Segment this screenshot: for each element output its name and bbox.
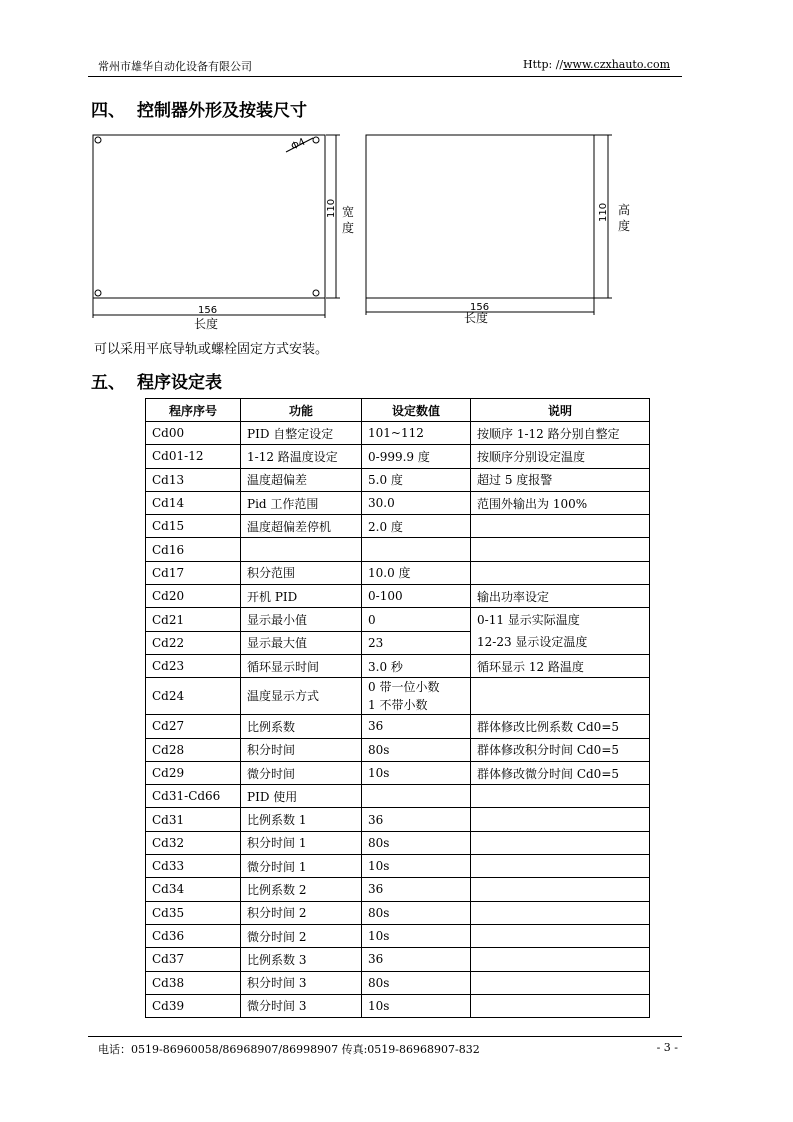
func-cell: 积分时间 1	[241, 831, 362, 854]
func-cell: 比例系数 3	[241, 948, 362, 971]
program-settings-table	[145, 398, 650, 1018]
page-header	[88, 58, 682, 77]
value-cell	[362, 678, 471, 715]
table-row	[146, 445, 650, 468]
code-cell: Cd22	[146, 631, 241, 654]
desc-cell: 输出功率设定	[471, 585, 650, 608]
desc-cell	[471, 561, 650, 584]
value-cell: 10s	[362, 855, 471, 878]
code-cell: Cd29	[146, 761, 241, 784]
desc-cell	[471, 538, 650, 561]
func-cell: 微分时间 1	[241, 855, 362, 878]
func-cell: 显示最小值	[241, 608, 362, 631]
desc-cell: 群体修改比例系数 Cd0=5	[471, 715, 650, 738]
section-5-heading	[91, 368, 222, 393]
mount-hole-icon	[95, 290, 101, 296]
code-cell: Cd15	[146, 515, 241, 538]
table-row	[146, 761, 650, 784]
value-cell: 30.0	[362, 491, 471, 514]
value-cell: 0-100	[362, 585, 471, 608]
code-cell: Cd16	[146, 538, 241, 561]
func-cell: 显示最大值	[241, 631, 362, 654]
table-row	[146, 878, 650, 901]
code-cell: Cd32	[146, 831, 241, 854]
func-cell: 积分时间	[241, 738, 362, 761]
website	[523, 58, 670, 71]
value-cell: 23	[362, 631, 471, 654]
table-row	[146, 715, 650, 738]
desc-cell	[471, 971, 650, 994]
table-row	[146, 901, 650, 924]
section-4-title: 控制器外形及按装尺寸	[137, 101, 307, 121]
left-height-label-1: 宽	[342, 205, 355, 219]
right-height-value: 110	[598, 202, 609, 222]
section-5-number: 五、	[91, 373, 125, 393]
value-cell: 36	[362, 878, 471, 901]
func-cell: PID 自整定设定	[241, 422, 362, 445]
hole-diameter-label: Φ4	[289, 136, 308, 153]
code-cell: Cd14	[146, 491, 241, 514]
value-cell: 2.0 度	[362, 515, 471, 538]
desc-line: 0-11 显示实际温度	[477, 613, 580, 628]
table-row	[146, 785, 650, 808]
value-cell: 10s	[362, 924, 471, 947]
code-cell: Cd17	[146, 561, 241, 584]
table-row	[146, 468, 650, 491]
table-row	[146, 515, 650, 538]
left-outline	[93, 135, 325, 298]
desc-cell	[471, 901, 650, 924]
code-cell: Cd24	[146, 678, 241, 715]
value-cell: 36	[362, 808, 471, 831]
dimension-drawing-svg	[88, 130, 648, 340]
table-row	[146, 585, 650, 608]
code-cell: Cd38	[146, 971, 241, 994]
value-cell: 5.0 度	[362, 468, 471, 491]
value-cell: 36	[362, 715, 471, 738]
desc-cell: 范围外输出为 100%	[471, 491, 650, 514]
code-cell: Cd37	[146, 948, 241, 971]
dimension-drawing	[88, 130, 648, 340]
func-cell: 1-12 路温度设定	[241, 445, 362, 468]
table-row	[146, 654, 650, 677]
desc-cell	[471, 515, 650, 538]
column-header: 功能	[241, 399, 362, 422]
code-cell: Cd31	[146, 808, 241, 831]
table-header-row	[146, 399, 650, 422]
value-cell: 10s	[362, 761, 471, 784]
table-row	[146, 422, 650, 445]
desc-cell: 按顺序 1-12 路分别自整定	[471, 422, 650, 445]
mount-hole-icon	[313, 290, 319, 296]
code-cell: Cd20	[146, 585, 241, 608]
table-row	[146, 948, 650, 971]
column-header: 程序序号	[146, 399, 241, 422]
func-cell: 微分时间 3	[241, 994, 362, 1017]
func-cell: 积分范围	[241, 561, 362, 584]
code-cell: Cd28	[146, 738, 241, 761]
func-cell: 温度超偏差	[241, 468, 362, 491]
desc-cell	[471, 924, 650, 947]
table-row	[146, 561, 650, 584]
page-number: - 3 -	[656, 1041, 678, 1054]
right-width-label: 长度	[464, 311, 489, 325]
table-row	[146, 831, 650, 854]
section-4-number: 四、	[91, 101, 125, 121]
code-cell: Cd13	[146, 468, 241, 491]
contact-info: 电话：0519-86960058/86968907/86998907 传真:0519-86968907-832	[98, 1043, 480, 1056]
section-4-heading	[91, 96, 307, 121]
func-cell: 温度显示方式	[241, 678, 362, 715]
column-header: 设定数值	[362, 399, 471, 422]
right-height-label-2: 度	[618, 219, 631, 233]
value-cell: 0	[362, 608, 471, 631]
value-cell: 3.0 秒	[362, 654, 471, 677]
code-cell: Cd27	[146, 715, 241, 738]
desc-cell	[471, 831, 650, 854]
value-cell: 80s	[362, 971, 471, 994]
value-cell: 36	[362, 948, 471, 971]
func-cell	[241, 538, 362, 561]
right-height-label-1: 高	[618, 203, 631, 217]
desc-cell	[471, 678, 650, 715]
desc-line: 12-23 显示设定温度	[477, 635, 588, 650]
code-cell: Cd33	[146, 855, 241, 878]
table-row	[146, 808, 650, 831]
company-name: 常州市雄华自动化设备有限公司	[98, 60, 252, 73]
table-row	[146, 924, 650, 947]
left-height-value: 110	[326, 198, 337, 218]
desc-cell	[471, 994, 650, 1017]
table-row	[146, 678, 650, 715]
func-cell: 微分时间	[241, 761, 362, 784]
desc-cell	[471, 808, 650, 831]
value-line: 0 带一位小数	[368, 680, 440, 695]
code-cell: Cd34	[146, 878, 241, 901]
value-cell: 0-999.9 度	[362, 445, 471, 468]
code-cell: Cd39	[146, 994, 241, 1017]
table-row	[146, 608, 650, 631]
code-cell: Cd31-Cd66	[146, 785, 241, 808]
table-row	[146, 491, 650, 514]
column-header: 说明	[471, 399, 650, 422]
code-cell: Cd23	[146, 654, 241, 677]
func-cell: 比例系数	[241, 715, 362, 738]
page-footer	[88, 1036, 682, 1056]
mount-hole-icon	[95, 137, 101, 143]
mount-note: 可以采用平底导轨或螺栓固定方式安装。	[94, 342, 329, 357]
desc-cell: 按顺序分别设定温度	[471, 445, 650, 468]
func-cell: 开机 PID	[241, 585, 362, 608]
table-row	[146, 738, 650, 761]
value-cell: 101~112	[362, 422, 471, 445]
right-width-value: 156	[470, 302, 490, 313]
code-cell: Cd21	[146, 608, 241, 631]
desc-cell	[471, 878, 650, 901]
mount-hole-icon	[313, 137, 319, 143]
func-cell: 积分时间 3	[241, 971, 362, 994]
func-cell: 循环显示时间	[241, 654, 362, 677]
value-cell: 10.0 度	[362, 561, 471, 584]
desc-cell: 群体修改微分时间 Cd0=5	[471, 761, 650, 784]
func-cell: 比例系数 2	[241, 878, 362, 901]
desc-cell: 循环显示 12 路温度	[471, 654, 650, 677]
func-cell: 比例系数 1	[241, 808, 362, 831]
code-cell: Cd01-12	[146, 445, 241, 468]
value-cell: 80s	[362, 831, 471, 854]
section-5-title: 程序设定表	[137, 373, 222, 393]
code-cell: Cd36	[146, 924, 241, 947]
code-cell: Cd35	[146, 901, 241, 924]
table-row	[146, 855, 650, 878]
table-row	[146, 971, 650, 994]
desc-cell: 超过 5 度报警	[471, 468, 650, 491]
value-cell: 80s	[362, 901, 471, 924]
value-cell: 10s	[362, 994, 471, 1017]
func-cell: 微分时间 2	[241, 924, 362, 947]
value-cell	[362, 785, 471, 808]
value-cell	[362, 538, 471, 561]
desc-cell	[471, 855, 650, 878]
func-cell: 积分时间 2	[241, 901, 362, 924]
website-link[interactable]: www.czxhauto.com	[563, 58, 670, 71]
table-row	[146, 994, 650, 1017]
desc-cell	[471, 948, 650, 971]
func-cell: Pid 工作范围	[241, 491, 362, 514]
left-height-label-2: 度	[342, 221, 355, 235]
left-width-value: 156	[198, 305, 218, 316]
value-line: 1 不带小数	[368, 698, 428, 713]
desc-cell	[471, 785, 650, 808]
table-row	[146, 538, 650, 561]
desc-cell: 群体修改积分时间 Cd0=5	[471, 738, 650, 761]
website-prefix: Http: //	[523, 58, 564, 71]
func-cell: 温度超偏差停机	[241, 515, 362, 538]
right-outline	[366, 135, 594, 298]
left-width-label: 长度	[194, 317, 219, 331]
value-cell: 80s	[362, 738, 471, 761]
desc-cell-merged	[471, 608, 650, 655]
func-cell: PID 使用	[241, 785, 362, 808]
code-cell: Cd00	[146, 422, 241, 445]
